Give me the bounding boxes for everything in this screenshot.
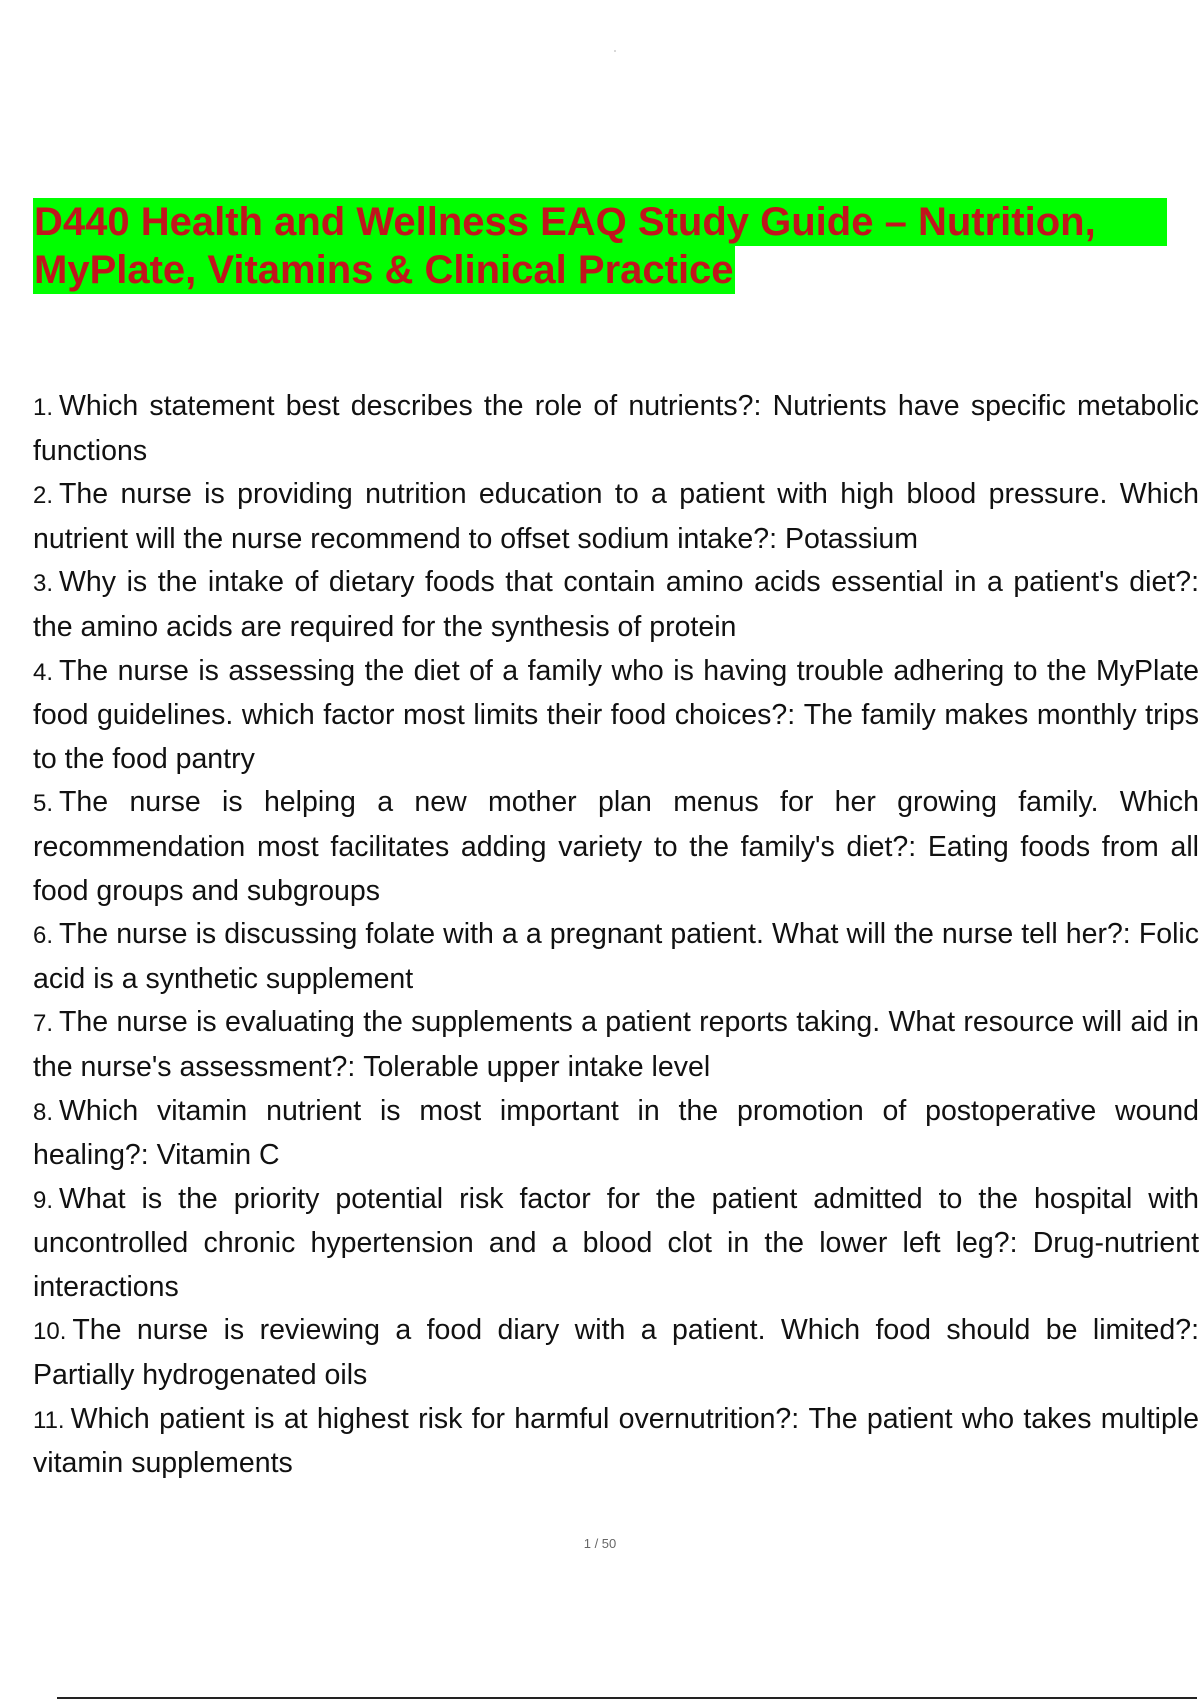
question-number: 2. [33, 482, 54, 510]
question-number: 11. [33, 1406, 65, 1434]
answer-text: Nutrients have specific metabolic functions [33, 390, 1200, 467]
answer-text: the amino acids are required for the synthesis of protein [33, 610, 737, 643]
question-number: 8. [33, 1098, 54, 1126]
question-item [33, 1309, 1199, 1397]
answer-text: Potassium [784, 522, 919, 555]
question-item [33, 1090, 1199, 1178]
question-number: 7. [33, 1010, 54, 1038]
question-item [33, 1001, 1199, 1089]
document-title [33, 198, 1173, 294]
question-text: Which vitamin nutrient is most important in the promotion of postoperative wound healing?: [33, 1094, 1199, 1172]
question-item [33, 781, 1199, 913]
question-text: The nurse is providing nutrition education to a patient with high blood pressure. Which nutrient will the nurse recommend to offset sodium intake?: [33, 478, 1199, 555]
bottom-divider [57, 1697, 1197, 1699]
title-line-2: MyPlate, Vitamins & Clinical Practice [34, 248, 734, 292]
question-text: Why is the intake of dietary foods that contain amino acids essential in a patient's diet?: [59, 566, 1199, 599]
question-item [33, 561, 1199, 649]
answer-text: The family makes monthly trips to the food pantry [33, 699, 1200, 775]
question-number: 9. [33, 1186, 54, 1214]
question-text: The nurse is evaluating the supplements a patient reports taking. What resource will aid in the nurse's assessment?: [33, 1006, 1199, 1083]
page-dot [614, 50, 616, 52]
question-item [33, 385, 1199, 473]
question-text: The nurse is reviewing a food diary with a patient. Which food should be limited?: [72, 1314, 1199, 1347]
question-item [33, 1398, 1199, 1486]
question-text: Which statement best describes the role of nutrients?: [59, 390, 762, 422]
question-number: 6. [33, 922, 54, 950]
question-item [33, 913, 1199, 1001]
question-text: Which patient is at highest risk for harmful overnutrition?: [70, 1402, 800, 1435]
question-text: The nurse is helping a new mother plan menus for her growing family. Which recommendation most facilitates adding variety to the family's diet?: [33, 786, 1199, 863]
page-number: 1 / 50 [583, 1536, 617, 1551]
question-number: 5. [33, 790, 54, 818]
answer-text: Partially hydrogenated oils [33, 1359, 368, 1392]
question-text: The nurse is discussing folate with a a pregnant patient. What will the nurse tell her?: [59, 918, 1131, 951]
answer-text: The patient who takes multiple vitamin supplements [33, 1402, 1199, 1480]
answer-text: Drug-nutrient interactions [33, 1227, 1200, 1303]
answer-text: Tolerable upper intake level [363, 1050, 711, 1083]
question-text: What is the priority potential risk factor for the patient admitted to the hospital with uncontrolled chronic hypertension and a blood clot in the lower left leg?: [33, 1182, 1199, 1260]
question-item [33, 1178, 1199, 1310]
answer-text: Vitamin C [156, 1139, 280, 1172]
answer-text: Eating foods from all food groups and subgroups [33, 830, 1199, 907]
question-list [33, 385, 1199, 1486]
question-item [33, 650, 1199, 782]
question-item [33, 473, 1199, 561]
question-text: The nurse is assessing the diet of a family who is having trouble adhering to the MyPlate food guidelines. which factor most limits their food choices?: [33, 654, 1199, 732]
question-number: 10. [33, 1318, 67, 1346]
title-line-1: D440 Health and Wellness EAQ Study Guide – Nutrition, [33, 198, 1167, 246]
question-number: 1. [33, 394, 54, 421]
question-number: 4. [33, 658, 54, 686]
answer-text: Folic acid is a synthetic supplement [33, 918, 1199, 995]
question-number: 3. [33, 570, 54, 598]
